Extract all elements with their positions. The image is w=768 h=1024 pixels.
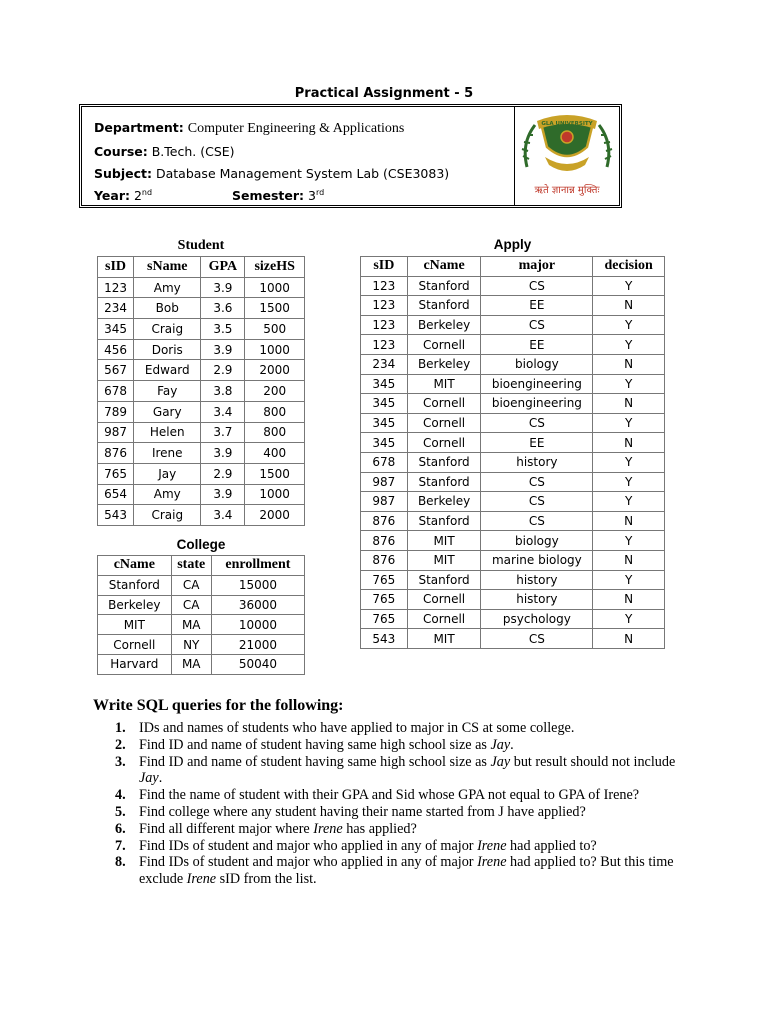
subject-value: Database Management System Lab (CSE3083) xyxy=(155,166,450,181)
student-table xyxy=(97,256,305,526)
college-table-body xyxy=(98,575,305,674)
query-text: had applied to? xyxy=(506,837,597,854)
student-table-header xyxy=(98,257,305,278)
queries-heading: Write SQL queries for the following: xyxy=(93,697,344,714)
query-text: Find the name of student with their GPA and Sid whose GPA not equal to GPA of Irene? xyxy=(139,787,640,804)
college-cell-state: CA xyxy=(171,575,211,595)
student-cell-gpa: 3.4 xyxy=(201,505,245,526)
course-info-box xyxy=(79,104,622,208)
query-item xyxy=(112,720,682,737)
apply-cell-sid: 987 xyxy=(361,472,408,492)
college-col-enrollment: enrollment xyxy=(211,556,304,576)
apply-cell-sid: 123 xyxy=(361,276,408,296)
apply-cell-cname: Berkeley xyxy=(407,315,481,335)
apply-cell-decision: Y xyxy=(593,315,665,335)
college-cell-state: CA xyxy=(171,595,211,615)
student-cell-sizehs: 2000 xyxy=(245,360,305,381)
table-row xyxy=(361,511,665,531)
student-cell-sizehs: 400 xyxy=(245,443,305,464)
student-cell-sname: Jay xyxy=(134,463,201,484)
table-row xyxy=(98,635,305,655)
apply-col-major: major xyxy=(481,257,593,277)
course-line xyxy=(94,144,235,159)
logo-motto: ऋते ज्ञानान्न मुक्तिः xyxy=(534,185,600,196)
apply-cell-major: bioengineering xyxy=(481,394,593,414)
query-text: sID from the list. xyxy=(216,871,317,888)
student-cell-sizehs: 1000 xyxy=(245,484,305,505)
apply-cell-major: biology xyxy=(481,354,593,374)
college-cell-cname: Cornell xyxy=(98,635,172,655)
college-cell-state: MA xyxy=(171,615,211,635)
apply-cell-cname: Berkeley xyxy=(407,492,481,512)
logo-emblem-icon xyxy=(515,107,619,205)
student-cell-sname: Bob xyxy=(134,298,201,319)
student-cell-sizehs: 1500 xyxy=(245,298,305,319)
year-label: Year: xyxy=(94,188,130,204)
queries-list xyxy=(112,720,682,888)
logo-text: GLA UNIVERSITY xyxy=(541,121,593,127)
apply-cell-sid: 987 xyxy=(361,492,408,512)
apply-cell-sid: 765 xyxy=(361,570,408,590)
query-text: IDs and names of students who have applied to major in CS at some college. xyxy=(139,720,575,736)
apply-cell-cname: Stanford xyxy=(407,296,481,316)
apply-cell-decision: Y xyxy=(593,472,665,492)
apply-cell-cname: MIT xyxy=(407,550,481,570)
apply-cell-decision: Y xyxy=(593,570,665,590)
apply-cell-sid: 678 xyxy=(361,452,408,472)
apply-cell-major: psychology xyxy=(481,609,593,629)
apply-cell-decision: Y xyxy=(593,609,665,629)
apply-cell-cname: Cornell xyxy=(407,609,481,629)
student-cell-sname: Craig xyxy=(134,319,201,340)
query-text: has applied? xyxy=(342,820,417,837)
apply-cell-major: CS xyxy=(481,413,593,433)
apply-col-sid: sID xyxy=(361,257,408,277)
table-row xyxy=(98,654,305,674)
university-logo xyxy=(515,107,619,205)
student-cell-sizehs: 2000 xyxy=(245,505,305,526)
apply-cell-sid: 234 xyxy=(361,354,408,374)
student-cell-gpa: 3.9 xyxy=(201,484,245,505)
student-cell-sid: 234 xyxy=(98,298,134,319)
table-row xyxy=(98,339,305,360)
apply-cell-decision: Y xyxy=(593,492,665,512)
query-text: Find ID and name of student having same high school size as xyxy=(139,736,491,753)
apply-cell-cname: Stanford xyxy=(407,276,481,296)
student-col-sizehs: sizeHS xyxy=(245,257,305,278)
student-cell-sizehs: 800 xyxy=(245,401,305,422)
apply-cell-sid: 876 xyxy=(361,550,408,570)
table-row xyxy=(361,296,665,316)
apply-cell-major: biology xyxy=(481,531,593,551)
table-row xyxy=(361,452,665,472)
apply-cell-sid: 123 xyxy=(361,335,408,355)
college-cell-cname: Harvard xyxy=(98,654,172,674)
student-cell-sid: 987 xyxy=(98,422,134,443)
student-cell-sizehs: 500 xyxy=(245,319,305,340)
query-text: Find IDs of student and major who applied in any of major xyxy=(139,837,478,854)
student-table-body xyxy=(98,277,305,525)
student-cell-sid: 876 xyxy=(98,443,134,464)
table-row xyxy=(361,492,665,512)
apply-cell-major: history xyxy=(481,590,593,610)
table-row xyxy=(98,505,305,526)
apply-cell-sid: 876 xyxy=(361,511,408,531)
query-text: had applied to? But this time exclude xyxy=(139,854,674,888)
apply-cell-major: history xyxy=(481,570,593,590)
college-cell-cname: MIT xyxy=(98,615,172,635)
student-cell-sid: 345 xyxy=(98,319,134,340)
query-text: Irene xyxy=(477,854,507,871)
apply-cell-decision: Y xyxy=(593,452,665,472)
apply-cell-major: CS xyxy=(481,629,593,649)
apply-cell-sid: 345 xyxy=(361,433,408,453)
table-row xyxy=(98,401,305,422)
apply-cell-decision: N xyxy=(593,511,665,531)
apply-cell-decision: Y xyxy=(593,374,665,394)
apply-cell-cname: MIT xyxy=(407,531,481,551)
table-row xyxy=(98,319,305,340)
table-row xyxy=(98,360,305,381)
table-row xyxy=(361,550,665,570)
year-suffix: nd xyxy=(141,188,153,197)
apply-cell-sid: 123 xyxy=(361,296,408,316)
apply-cell-cname: Cornell xyxy=(407,335,481,355)
apply-cell-cname: Stanford xyxy=(407,452,481,472)
student-cell-sname: Amy xyxy=(134,277,201,298)
apply-cell-sid: 765 xyxy=(361,609,408,629)
table-row xyxy=(361,472,665,492)
subject-label: Subject: xyxy=(94,166,152,181)
query-number: 7. xyxy=(115,837,126,854)
query-number: 8. xyxy=(115,854,126,871)
query-text: Find all different major where xyxy=(139,820,314,837)
course-label: Course: xyxy=(94,144,148,159)
student-cell-sid: 678 xyxy=(98,381,134,402)
semester-suffix: rd xyxy=(315,188,325,197)
student-cell-gpa: 2.9 xyxy=(201,360,245,381)
student-cell-gpa: 3.9 xyxy=(201,443,245,464)
apply-cell-decision: N xyxy=(593,433,665,453)
student-cell-sid: 123 xyxy=(98,277,134,298)
query-number: 6. xyxy=(115,820,126,837)
query-number: 2. xyxy=(115,736,126,753)
apply-cell-decision: N xyxy=(593,590,665,610)
table-row xyxy=(98,298,305,319)
apply-cell-sid: 345 xyxy=(361,374,408,394)
apply-cell-decision: Y xyxy=(593,413,665,433)
query-text: Irene xyxy=(313,820,343,837)
semester-label: Semester: xyxy=(232,188,305,204)
college-cell-enrollment: 50040 xyxy=(211,654,304,674)
table-row xyxy=(361,354,665,374)
college-cell-state: MA xyxy=(171,654,211,674)
year-value: 2 xyxy=(133,188,142,204)
table-row xyxy=(98,381,305,402)
apply-cell-major: bioengineering xyxy=(481,374,593,394)
table-row xyxy=(361,394,665,414)
apply-col-cname: cName xyxy=(407,257,481,277)
student-cell-sname: Edward xyxy=(134,360,201,381)
apply-cell-major: marine biology xyxy=(481,550,593,570)
query-item xyxy=(112,787,682,804)
table-row xyxy=(361,531,665,551)
student-cell-sizehs: 1000 xyxy=(245,277,305,298)
table-row xyxy=(361,609,665,629)
query-item xyxy=(112,838,682,855)
subject-line xyxy=(94,166,449,181)
year-line xyxy=(94,188,152,203)
table-row xyxy=(361,570,665,590)
query-number: 5. xyxy=(115,803,126,820)
apply-table-caption: Apply xyxy=(493,237,532,252)
table-row xyxy=(361,413,665,433)
apply-cell-major: CS xyxy=(481,472,593,492)
student-cell-sid: 765 xyxy=(98,463,134,484)
apply-cell-cname: MIT xyxy=(407,629,481,649)
semester-value: 3 xyxy=(308,188,316,204)
student-cell-sname: Fay xyxy=(134,381,201,402)
query-item xyxy=(112,854,682,888)
semester-line xyxy=(232,188,324,203)
college-cell-cname: Berkeley xyxy=(98,595,172,615)
apply-cell-cname: Stanford xyxy=(407,472,481,492)
table-row xyxy=(361,315,665,335)
apply-cell-cname: Stanford xyxy=(407,570,481,590)
student-cell-sizehs: 1500 xyxy=(245,463,305,484)
table-row xyxy=(98,277,305,298)
query-text: Jay xyxy=(490,753,511,770)
course-info-text xyxy=(82,107,515,205)
query-text: Irene xyxy=(186,871,217,888)
query-text: . xyxy=(510,736,514,753)
query-text: Irene xyxy=(477,837,507,854)
table-row xyxy=(98,443,305,464)
table-row xyxy=(98,575,305,595)
table-row xyxy=(98,463,305,484)
student-cell-sname: Craig xyxy=(134,505,201,526)
apply-cell-sid: 345 xyxy=(361,413,408,433)
table-row xyxy=(361,629,665,649)
college-table-caption: College xyxy=(176,537,226,552)
table-row xyxy=(361,335,665,355)
student-cell-sizehs: 1000 xyxy=(245,339,305,360)
query-text: . xyxy=(158,770,163,787)
department-line xyxy=(94,120,404,137)
student-cell-sname: Gary xyxy=(134,401,201,422)
query-text: Jay xyxy=(490,736,511,753)
apply-cell-decision: N xyxy=(593,354,665,374)
apply-cell-major: EE xyxy=(481,433,593,453)
apply-cell-decision: Y xyxy=(593,531,665,551)
apply-cell-decision: N xyxy=(593,296,665,316)
student-cell-sname: Helen xyxy=(134,422,201,443)
student-table-caption: Student xyxy=(177,238,225,253)
apply-cell-sid: 765 xyxy=(361,590,408,610)
department-value: Computer Engineering & Applications xyxy=(187,121,405,136)
student-col-sname: sName xyxy=(134,257,201,278)
table-row xyxy=(361,590,665,610)
apply-cell-cname: Cornell xyxy=(407,394,481,414)
query-text: Find IDs of student and major who applied in any of major xyxy=(139,854,478,871)
query-item xyxy=(112,804,682,821)
student-cell-sname: Irene xyxy=(134,443,201,464)
student-cell-sid: 456 xyxy=(98,339,134,360)
apply-cell-sid: 543 xyxy=(361,629,408,649)
student-col-sid: sID xyxy=(98,257,134,278)
apply-table xyxy=(360,256,665,649)
apply-cell-major: CS xyxy=(481,511,593,531)
student-cell-gpa: 3.7 xyxy=(201,422,245,443)
table-row xyxy=(361,374,665,394)
apply-cell-decision: N xyxy=(593,394,665,414)
page-title: Practical Assignment - 5 xyxy=(294,86,474,101)
student-cell-sid: 654 xyxy=(98,484,134,505)
apply-cell-cname: Cornell xyxy=(407,590,481,610)
apply-cell-decision: N xyxy=(593,550,665,570)
query-text: Jay xyxy=(139,770,159,787)
college-table-header xyxy=(98,556,305,576)
student-cell-sizehs: 200 xyxy=(245,381,305,402)
college-cell-enrollment: 21000 xyxy=(211,635,304,655)
query-text: but result should not include xyxy=(510,753,676,770)
apply-cell-sid: 876 xyxy=(361,531,408,551)
apply-cell-cname: Berkeley xyxy=(407,354,481,374)
apply-cell-sid: 123 xyxy=(361,315,408,335)
department-label: Department: xyxy=(94,120,184,135)
student-cell-gpa: 3.5 xyxy=(201,319,245,340)
query-number: 3. xyxy=(115,753,126,770)
college-cell-enrollment: 36000 xyxy=(211,595,304,615)
table-row xyxy=(361,276,665,296)
apply-cell-decision: Y xyxy=(593,335,665,355)
student-cell-sid: 567 xyxy=(98,360,134,381)
table-row xyxy=(98,484,305,505)
apply-col-decision: decision xyxy=(593,257,665,277)
apply-cell-decision: N xyxy=(593,629,665,649)
college-table xyxy=(97,555,305,675)
table-row xyxy=(98,422,305,443)
student-cell-sid: 789 xyxy=(98,401,134,422)
apply-table-header xyxy=(361,257,665,277)
table-row xyxy=(98,615,305,635)
apply-cell-cname: Cornell xyxy=(407,413,481,433)
apply-cell-major: CS xyxy=(481,276,593,296)
apply-cell-major: history xyxy=(481,452,593,472)
apply-cell-cname: MIT xyxy=(407,374,481,394)
apply-cell-major: CS xyxy=(481,492,593,512)
apply-cell-major: EE xyxy=(481,296,593,316)
college-cell-enrollment: 10000 xyxy=(211,615,304,635)
table-row xyxy=(98,595,305,615)
student-cell-gpa: 2.9 xyxy=(201,463,245,484)
apply-table-body xyxy=(361,276,665,648)
apply-cell-decision: Y xyxy=(593,276,665,296)
student-cell-sid: 543 xyxy=(98,505,134,526)
student-cell-gpa: 3.9 xyxy=(201,277,245,298)
student-cell-gpa: 3.8 xyxy=(201,381,245,402)
student-cell-sname: Doris xyxy=(134,339,201,360)
student-cell-sizehs: 800 xyxy=(245,422,305,443)
apply-cell-sid: 345 xyxy=(361,394,408,414)
apply-cell-cname: Cornell xyxy=(407,433,481,453)
course-value: B.Tech. (CSE) xyxy=(151,144,235,159)
query-text: Find ID and name of student having same high school size as xyxy=(139,753,491,770)
query-text: Find college where any student having their name started from J have applied? xyxy=(139,803,586,820)
student-cell-sname: Amy xyxy=(134,484,201,505)
college-cell-state: NY xyxy=(171,635,211,655)
table-row xyxy=(361,433,665,453)
query-item xyxy=(112,737,682,754)
college-col-cname: cName xyxy=(98,556,172,576)
student-cell-gpa: 3.9 xyxy=(201,339,245,360)
student-cell-gpa: 3.4 xyxy=(201,401,245,422)
student-cell-gpa: 3.6 xyxy=(201,298,245,319)
apply-cell-major: CS xyxy=(481,315,593,335)
apply-cell-cname: Stanford xyxy=(407,511,481,531)
query-item xyxy=(112,754,682,788)
query-item xyxy=(112,821,682,838)
college-cell-enrollment: 15000 xyxy=(211,575,304,595)
student-col-gpa: GPA xyxy=(201,257,245,278)
apply-cell-major: EE xyxy=(481,335,593,355)
college-col-state: state xyxy=(171,556,211,576)
college-cell-cname: Stanford xyxy=(98,575,172,595)
query-number: 1. xyxy=(115,720,126,736)
query-number: 4. xyxy=(115,787,126,804)
